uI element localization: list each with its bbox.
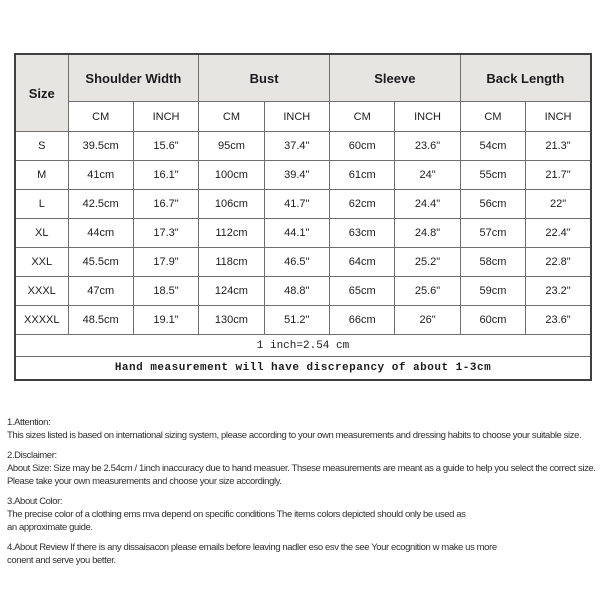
measurement-cell: 25.2" (395, 248, 460, 277)
size-cell: XL (15, 219, 68, 248)
measurement-cell: 58cm (460, 248, 525, 277)
measurement-cell: 23.6" (526, 306, 591, 335)
measurement-cell: 44.1" (264, 219, 329, 248)
measurement-cell: 41cm (68, 161, 133, 190)
measurement-cell: 124cm (199, 277, 264, 306)
measurement-cell: 17.9" (133, 248, 198, 277)
measurement-cell: 24.4" (395, 190, 460, 219)
measurement-cell: 65cm (330, 277, 395, 306)
measurement-cell: 63cm (330, 219, 395, 248)
measurement-cell: 51.2" (264, 306, 329, 335)
measurement-cell: 37.4" (264, 132, 329, 161)
measurement-cell: 61cm (330, 161, 395, 190)
note-text: conent and serve you better. (7, 555, 116, 566)
measurement-cell: 46.5" (264, 248, 329, 277)
measurement-cell: 15.6" (133, 132, 198, 161)
note-about-review (7, 541, 599, 567)
measurement-cell: 21.7" (526, 161, 591, 190)
measurement-cell: 19.1" (133, 306, 198, 335)
measurement-cell: 41.7" (264, 190, 329, 219)
measurement-cell: 106cm (199, 190, 264, 219)
measurement-cell: 55cm (460, 161, 525, 190)
measurement-cell: 56cm (460, 190, 525, 219)
note-title: 1.Attention: (7, 417, 51, 428)
table-row (15, 132, 591, 161)
measurement-cell: 66cm (330, 306, 395, 335)
note-text: an approximate guide. (7, 522, 93, 533)
unit-header-cm: CM (330, 102, 395, 132)
measurement-cell: 60cm (330, 132, 395, 161)
measurement-cell: 64cm (330, 248, 395, 277)
note-text: 4.About Review If there is any dissaisacon please emails before leaving nadler eso esv the see Your ecognition w make us more (7, 542, 497, 553)
hand-measurement-note: Hand measurement will have discrepancy of about 1-3cm (15, 357, 591, 381)
measurement-cell: 21.3" (526, 132, 591, 161)
unit-header-inch: INCH (133, 102, 198, 132)
notes-section (7, 416, 599, 574)
measurement-cell: 100cm (199, 161, 264, 190)
note-text: This sizes listed is based on international sizing system, please according to your own measurements and dressing habits to choose your suitable size. (7, 430, 582, 441)
measurement-cell: 18.5" (133, 277, 198, 306)
table-footer (15, 335, 591, 381)
measurement-cell: 24" (395, 161, 460, 190)
unit-header-inch: INCH (526, 102, 591, 132)
measurement-cell: 26" (395, 306, 460, 335)
measurement-cell: 17.3" (133, 219, 198, 248)
table-header (15, 54, 591, 132)
size-cell: XXXXL (15, 306, 68, 335)
unit-header-row (15, 102, 591, 132)
size-cell: XXXL (15, 277, 68, 306)
measurement-cell: 47cm (68, 277, 133, 306)
table-row (15, 306, 591, 335)
size-chart-table (14, 53, 592, 381)
table-row (15, 161, 591, 190)
measurement-cell: 23.6" (395, 132, 460, 161)
table-row (15, 248, 591, 277)
note-text: Please take your own measurements and choose your size accordingly. (7, 476, 282, 487)
size-cell: XXL (15, 248, 68, 277)
measurement-cell: 24.8" (395, 219, 460, 248)
measurement-cell: 95cm (199, 132, 264, 161)
column-header-size: Size (15, 54, 68, 132)
note-text: The precise color of a clothing ems mva depend on specific conditions The items colors depicted should only be used as (7, 509, 466, 520)
discrepancy-row (15, 357, 591, 381)
note-attention (7, 416, 599, 442)
measurement-cell: 57cm (460, 219, 525, 248)
measurement-cell: 112cm (199, 219, 264, 248)
measurement-cell: 48.8" (264, 277, 329, 306)
measurement-cell: 39.5cm (68, 132, 133, 161)
measurement-cell: 22.8" (526, 248, 591, 277)
column-header-sleeve: Sleeve (330, 54, 461, 102)
unit-header-inch: INCH (395, 102, 460, 132)
column-header-back-length: Back Length (460, 54, 591, 102)
note-title: 3.About Color: (7, 496, 63, 507)
measurement-cell: 59cm (460, 277, 525, 306)
measurement-cell: 62cm (330, 190, 395, 219)
measurement-cell: 118cm (199, 248, 264, 277)
size-cell: L (15, 190, 68, 219)
measurement-cell: 23.2" (526, 277, 591, 306)
unit-header-cm: CM (68, 102, 133, 132)
measurement-cell: 42.5cm (68, 190, 133, 219)
table-row (15, 219, 591, 248)
note-about-color (7, 495, 599, 534)
conversion-row (15, 335, 591, 357)
measurement-cell: 16.7" (133, 190, 198, 219)
column-header-shoulder-width: Shoulder Width (68, 54, 199, 102)
size-cell: S (15, 132, 68, 161)
note-text: About Size: Size may be 2.54cm / 1inch inaccuracy due to hand measuer. Thsese measurements are meant as a guide to help you select the correct size. (7, 463, 596, 474)
measurement-cell: 25.6" (395, 277, 460, 306)
measurement-cell: 60cm (460, 306, 525, 335)
measurement-cell: 39.4" (264, 161, 329, 190)
measurement-cell: 22" (526, 190, 591, 219)
measurement-cell: 16.1" (133, 161, 198, 190)
measurement-cell: 22.4" (526, 219, 591, 248)
unit-header-cm: CM (460, 102, 525, 132)
table-row (15, 277, 591, 306)
measurement-cell: 44cm (68, 219, 133, 248)
column-header-bust: Bust (199, 54, 330, 102)
size-rows (15, 132, 591, 335)
measurement-cell: 54cm (460, 132, 525, 161)
unit-header-inch: INCH (264, 102, 329, 132)
measurement-cell: 48.5cm (68, 306, 133, 335)
table-row (15, 190, 591, 219)
note-disclaimer (7, 449, 599, 488)
note-title: 2.Disclaimer: (7, 450, 57, 461)
size-cell: M (15, 161, 68, 190)
measurement-cell: 45.5cm (68, 248, 133, 277)
unit-header-cm: CM (199, 102, 264, 132)
group-header-row (15, 54, 591, 102)
inch-conversion-note: 1 inch=2.54 cm (15, 335, 591, 357)
measurement-cell: 130cm (199, 306, 264, 335)
